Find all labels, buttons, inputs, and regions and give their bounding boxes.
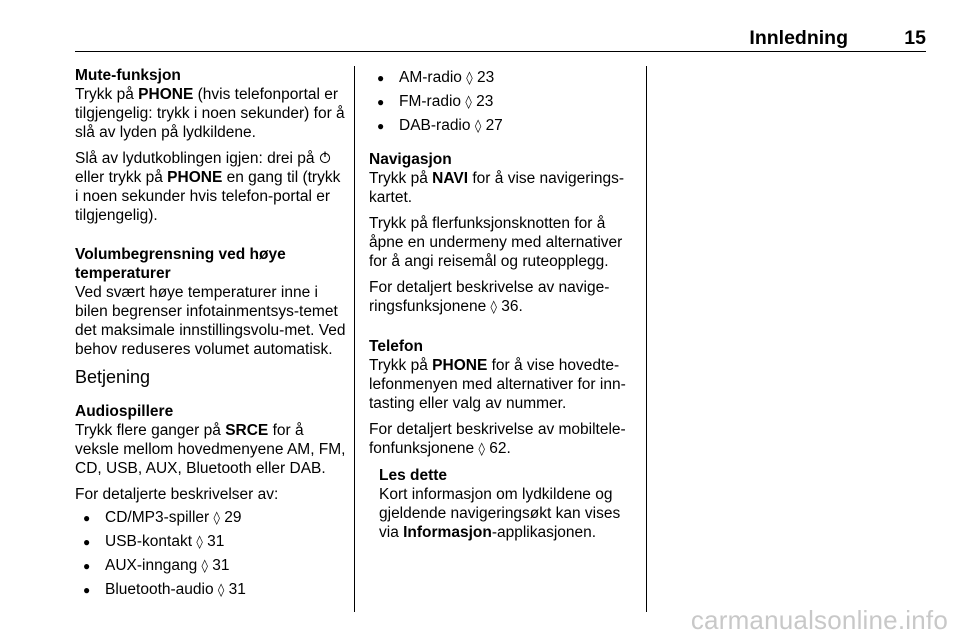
phone-key: PHONE	[432, 357, 488, 374]
column-divider	[646, 66, 647, 612]
telephone-heading: Telefon	[369, 338, 423, 355]
page-ref-icon: ◊	[466, 71, 473, 86]
mute-heading: Mute-funksjon	[75, 67, 181, 84]
right-column	[369, 66, 635, 542]
list-item: ● Bluetooth-audio ◊ 31	[75, 578, 347, 602]
list-item: ● DAB-radio ◊ 27	[369, 114, 635, 138]
srce-key: SRCE	[225, 422, 269, 439]
info-app-name: Informasjon	[403, 524, 492, 541]
page-ref-icon: ◊	[196, 535, 203, 550]
telephone-paragraph-2: For detaljert beskrivelse av mobiltele-fonfunksjonene ◊ 62.	[369, 421, 626, 457]
audio-paragraph-1: Trykk flere ganger på SRCE for å veksle mellom hovedmenyene AM, FM, CD, USB, AUX, Bluetooth eller DAB.	[75, 422, 346, 477]
mute-paragraph-2: Slå av lydutkoblingen igjen: drei på eller trykk på PHONE en gang til (trykk i noen sekunder hvis telefon-portal er tilgjengelig).	[75, 150, 341, 224]
volume-limit-paragraph: Ved svært høye temperaturer inne i bilen begrenser infotainmentsys-temet det maksimale innstillingsvolu-met. Ved behov reduseres volumet automatisk.	[75, 284, 346, 358]
header-divider	[75, 51, 926, 52]
list-item: ● CD/MP3-spiller ◊ 29	[75, 506, 347, 530]
page-ref-icon: ◊	[201, 559, 208, 574]
mute-paragraph-1: Trykk på PHONE (hvis telefonportal er tilgjengelig: trykk i noen sekunder) for å slå av lyden på lydkildene.	[75, 86, 345, 141]
navigation-paragraph-2: Trykk på flerfunksjonsknotten for å åpne en undermeny med alternativer for å angi reisemål og ruteopplegg.	[369, 215, 623, 270]
page-ref-icon: ◊	[465, 95, 472, 110]
column-divider	[354, 66, 355, 612]
page-ref-icon: ◊	[217, 583, 225, 598]
page-header	[75, 24, 926, 52]
list-item: ● USB-kontakt ◊ 31	[75, 530, 347, 554]
note-paragraph: Kort informasjon om lydkildene og gjeldende navigeringsøkt kan vises via Informasjon-applikasjonen.	[379, 486, 621, 541]
page-ref-icon: ◊	[478, 442, 485, 457]
audio-paragraph-2: For detaljerte beskrivelser av:	[75, 486, 279, 503]
audio-players-heading: Audiospillere	[75, 403, 174, 420]
list-item: ● FM-radio ◊ 23	[369, 90, 635, 114]
operation-heading: Betjening	[75, 367, 151, 387]
list-item: ● AUX-inngang ◊ 31	[75, 554, 347, 578]
navigation-heading: Navigasjon	[369, 151, 452, 168]
navigation-paragraph-1: Trykk på NAVI for å vise navigerings-kartet.	[369, 170, 624, 206]
page-ref-icon: ◊	[490, 300, 497, 315]
note-heading: Les dette	[379, 467, 448, 484]
phone-key: PHONE	[167, 169, 223, 186]
navi-key: NAVI	[432, 170, 469, 187]
navigation-paragraph-3: For detaljert beskrivelse av navige-ringsfunksjonene ◊ 36.	[369, 279, 610, 315]
page-number: 15	[904, 27, 926, 49]
phone-key: PHONE	[138, 86, 194, 103]
section-title: Innledning	[749, 27, 848, 49]
page-ref-icon: ◊	[474, 119, 482, 134]
note-box	[369, 466, 635, 542]
volume-limit-heading: Volumbegrensning ved høye temperaturer	[75, 246, 286, 282]
telephone-paragraph-1: Trykk på PHONE for å vise hovedte-lefonmenyen med alternativer for inn-tasting eller valg av nummer.	[369, 357, 626, 412]
watermark: carmanualsonline.info	[690, 605, 948, 635]
power-knob-icon	[319, 150, 331, 167]
left-column	[75, 66, 347, 602]
list-item: ● AM-radio ◊ 23	[369, 66, 635, 90]
page-ref-icon: ◊	[213, 511, 220, 526]
